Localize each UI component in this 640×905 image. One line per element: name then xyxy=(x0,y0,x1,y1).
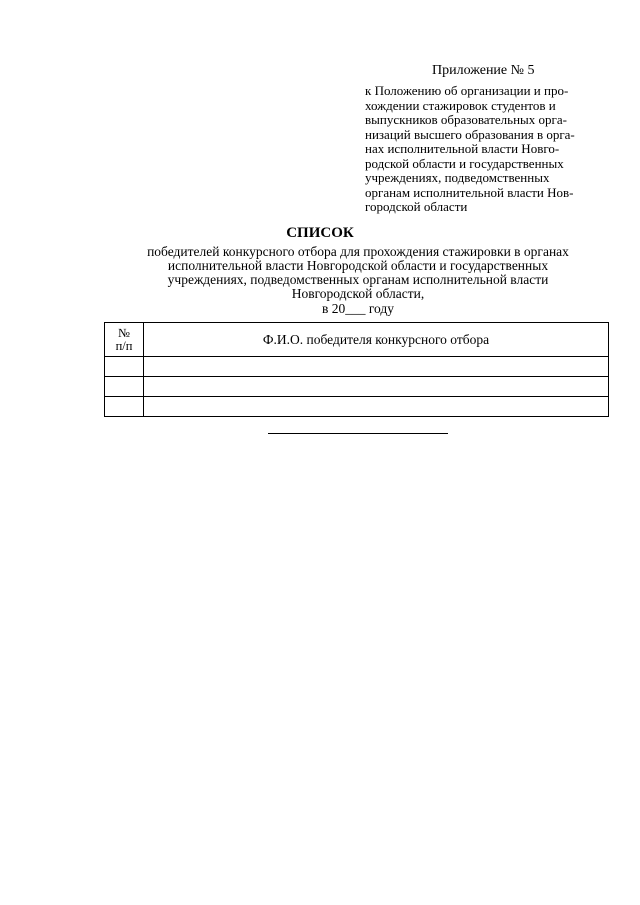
subtitle-line: учреждениях, подведомственных органам исполнительной власти xyxy=(167,272,549,287)
appendix-line: к Положению об организации и про- xyxy=(365,83,569,98)
subtitle-line: Новгородской области, xyxy=(291,286,425,301)
appendix-line: хождении стажировок студентов и xyxy=(365,97,556,113)
row-number-cell xyxy=(105,357,144,377)
appendix-line: органам исполнительной власти Нов- xyxy=(365,184,574,200)
document-title: СПИСОК xyxy=(286,225,354,241)
appendix-line: нах исполнительной власти Новго- xyxy=(365,141,560,156)
year-line: в 20___ году xyxy=(321,301,395,316)
table-row xyxy=(105,357,609,377)
appendix-line: выпускников образовательных орга- xyxy=(365,112,567,127)
row-name-cell xyxy=(144,357,609,377)
row-number-cell xyxy=(105,397,144,417)
end-divider xyxy=(268,433,448,434)
appendix-number: Приложение № 5 xyxy=(432,63,535,78)
row-number-cell xyxy=(105,377,144,397)
table-row xyxy=(105,377,609,397)
appendix-reference xyxy=(365,84,605,215)
appendix-line: родской области и государственных xyxy=(365,155,564,171)
header-number-abbrev: п/п xyxy=(115,338,133,353)
appendix-line: низаций высшего образования в орга- xyxy=(365,126,575,142)
subtitle-line: победителей конкурсного отбора для прохождения стажировки в органах xyxy=(147,244,569,259)
table-row xyxy=(105,397,609,417)
document-subtitle xyxy=(0,245,640,301)
header-number xyxy=(105,323,144,357)
header-number-symbol: № xyxy=(118,325,130,340)
row-name-cell xyxy=(144,377,609,397)
appendix-line: городской области xyxy=(365,199,468,214)
table-header-row xyxy=(105,323,609,357)
subtitle-line: исполнительной власти Новгородской области и государственных xyxy=(167,258,549,273)
header-fullname: Ф.И.О. победителя конкурсного отбора xyxy=(144,323,609,357)
row-name-cell xyxy=(144,397,609,417)
appendix-line: учреждениях, подведомственных xyxy=(365,170,550,185)
winners-table xyxy=(104,322,609,417)
